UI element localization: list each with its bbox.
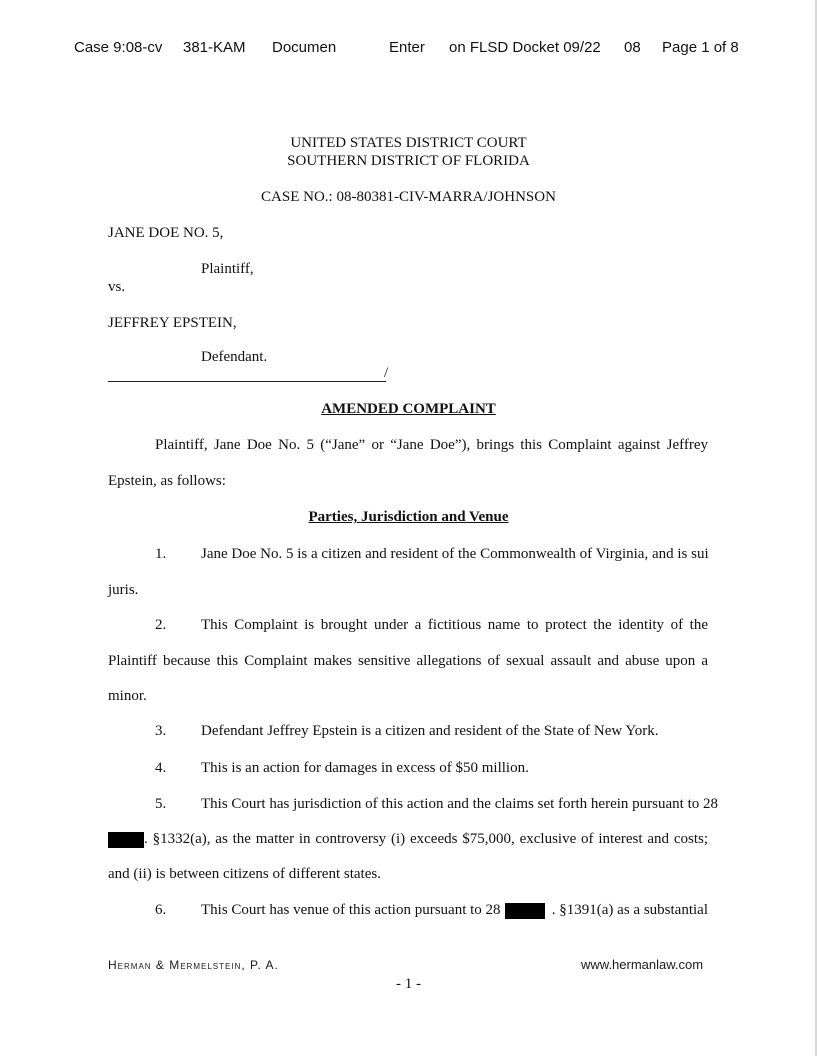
paragraph-2-line-1: This Complaint is brought under a fictitious name to protect the identity of the — [201, 617, 708, 633]
intro-line-1: Plaintiff, Jane Doe No. 5 (“Jane” or “Jane Doe”), brings this Complaint against Jeffrey — [155, 437, 708, 453]
paragraph-3-line-1: Defendant Jeffrey Epstein is a citizen and resident of the State of New York. — [201, 723, 659, 739]
paragraph-number: 1. — [155, 546, 167, 562]
header-entered: Enter — [389, 39, 425, 56]
footer-firm: Herman & Mermelstein, P. A. — [108, 958, 279, 972]
footer-website: www.hermanlaw.com — [581, 957, 704, 972]
paragraph-number: 4. — [155, 760, 167, 776]
redaction-block — [505, 903, 545, 919]
paragraph-6-text-b: . §1391(a) as a substantial — [551, 902, 708, 918]
paragraph-4-line-1: This is an action for damages in excess of $50 million. — [201, 760, 529, 776]
plaintiff-name: JANE DOE NO. 5, — [108, 225, 224, 241]
caption-rule — [108, 381, 386, 382]
paragraph-5-line-3: and (ii) is between citizens of different states. — [108, 866, 381, 882]
paragraph-5-line-2-text: . §1332(a), as the matter in controversy (i) exceeds $75,000, exclusive of interest and costs; — [144, 831, 708, 847]
header-case-suffix: 381-KAM — [183, 39, 246, 56]
paragraph-2-line-3: minor. — [108, 688, 147, 704]
paragraph-number: 3. — [155, 723, 167, 739]
paragraph-2-line-2: Plaintiff because this Complaint makes sensitive allegations of sexual assault and abuse upon a — [108, 653, 708, 669]
footer-page-number: - 1 - — [396, 976, 421, 992]
defendant-role: Defendant. — [201, 349, 268, 365]
header-document: Documen — [272, 39, 337, 56]
paragraph-5-line-2 — [108, 831, 708, 848]
caption-slash: / — [384, 365, 389, 381]
court-name: UNITED STATES DISTRICT COURT — [290, 135, 527, 151]
court-district: SOUTHERN DISTRICT OF FLORIDA — [287, 153, 530, 169]
header-docket: on FLSD Docket 09/22 — [449, 39, 601, 56]
paragraph-1-line-1: Jane Doe No. 5 is a citizen and resident of the Commonwealth of Virginia, and is sui — [201, 546, 709, 562]
paragraph-1-line-2: juris. — [108, 582, 139, 598]
paragraph-number: 2. — [155, 617, 167, 633]
header-case-number: Case 9:08-cv — [74, 39, 163, 56]
document-title: AMENDED COMPLAINT — [321, 401, 496, 417]
case-number: CASE NO.: 08-80381-CIV-MARRA/JOHNSON — [261, 189, 556, 205]
section-heading: Parties, Jurisdiction and Venue — [308, 509, 509, 525]
intro-line-2: Epstein, as follows: — [108, 473, 226, 489]
header-docket-year: 08 — [624, 39, 641, 56]
paragraph-number: 5. — [155, 796, 167, 812]
defendant-name: JEFFREY EPSTEIN, — [108, 315, 237, 331]
header-page-count: Page 1 of 8 — [662, 39, 739, 56]
paragraph-number: 6. — [155, 902, 167, 918]
plaintiff-role: Plaintiff, — [201, 261, 254, 277]
redaction-block — [108, 832, 144, 848]
paragraph-6-text-a: This Court has venue of this action pursuant to 28 — [201, 902, 501, 918]
paragraph-6-line-1 — [201, 902, 708, 919]
paragraph-5-line-1: This Court has jurisdiction of this action and the claims set forth herein pursuant to 28 — [201, 796, 718, 812]
versus: vs. — [108, 279, 126, 295]
